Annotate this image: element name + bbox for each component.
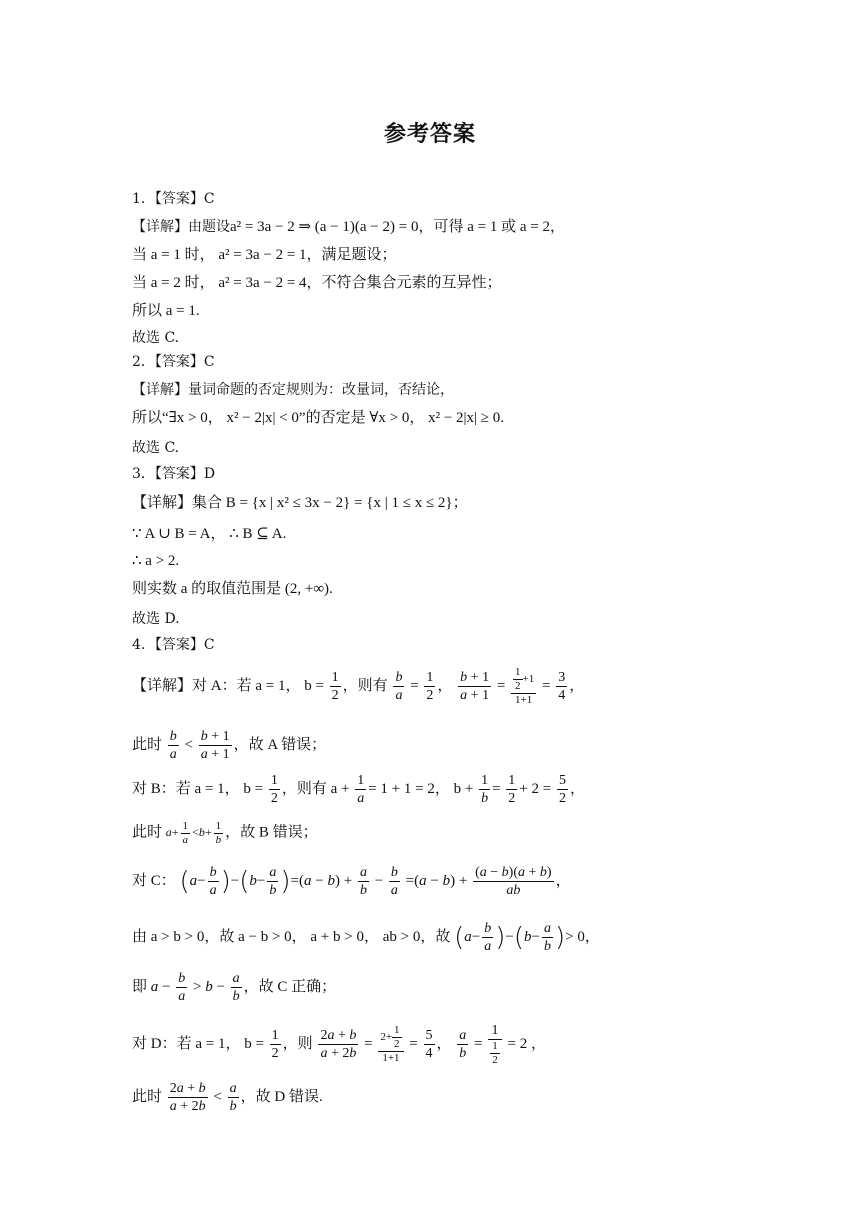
q3-answer: 3．【答案】D [132, 466, 216, 482]
q1-conclusion: 所以 a = 1. [132, 303, 200, 319]
q3-range: 则实数 a 的取值范围是 (2, +∞). [132, 581, 333, 597]
q1-case2: 当 a = 2 时， a² = 3a − 2 = 4，不符合集合元素的互异性； [132, 275, 502, 291]
q3-set: 【详解】集合 B = {x | x² ≤ 3x − 2} = {x | 1 ≤ x ≤ 2}； [132, 495, 468, 511]
q3-choice: 故选 D. [132, 611, 180, 627]
q4-option-a: 【详解】对 A：若 a = 1， b = $\frac{1}{2}$ ，则有 $\frac{b}{a}$ = $\frac{1}{2}$ ， $\frac{b + 1}{a + 1}$ = $\frac{1}{2}$ +1 1+1 = $\frac{3}{4}$ ， [132, 666, 585, 706]
q3-because: ∵ A ∪ B = A， ∴ B ⊆ A. [132, 526, 287, 542]
q4-option-c-conclusion: 即 a − $\frac{b}{a}$ > b − $\frac{a}{b}$ ，故 C 正确； [132, 971, 337, 1004]
q4-option-d-conclusion: 此时 $\frac{2a + b}{a + 2b}$ < $\frac{a}{b}$ ，故 D 错误. [132, 1081, 323, 1114]
q4-option-b: 对 B：若 a = 1， b = $\frac{1}{2}$ ，则有 a + $\frac{1}{a}$ = 1 + 1 = 2， b + $\frac{1}{b}$ = $\frac{1}{2}$ + 2 = $\frac{5}{2}$ ， [132, 773, 585, 806]
q4-option-c-given: 由 a > b > 0，故 a − b > 0， a + b > 0， ab > 0，故 (a− $\frac{b}{a}$ )−(b− $\frac{a}{b}$ )> 0， [132, 921, 600, 954]
q4-option-c: 对 C： (a− $\frac{b}{a}$ )−(b− $\frac{a}{b}$ )=(a − b) + $\frac{a}{b}$ − $\frac{b}{a}$ =(a − b) + $\frac{(a - b)(a + b)}{ab}$ ， [132, 865, 571, 898]
q2-choice: 故选 C. [132, 440, 180, 456]
q4-option-b-conclusion: 此时 a+ $\frac{1}{a}$ <b+ $\frac{1}{b}$ ，故 B 错误； [132, 820, 318, 846]
q2-rule: 【详解】量词命题的否定规则为：改量词，否结论， [132, 382, 454, 398]
q2-answer: 2．【答案】C [132, 354, 215, 370]
q1-detail: 【详解】由题设a² = 3a − 2 ⇒ (a − 1)(a − 2) = 0，可得 a = 1 或 a = 2， [132, 219, 565, 235]
q4-answer: 4．【答案】C [132, 637, 215, 653]
q3-therefore: ∴ a > 2. [132, 553, 180, 569]
q1-case1: 当 a = 1 时， a² = 3a − 2 = 1，满足题设； [132, 247, 397, 263]
q4-option-a-conclusion: 此时 $\frac{b}{a}$ < $\frac{b + 1}{a + 1}$ ，故 A 错误； [132, 729, 327, 762]
q1-answer: 1．【答案】C [132, 191, 215, 207]
q1-choice: 故选 C. [132, 330, 180, 346]
page-title: 参考答案 [383, 122, 476, 147]
q4-option-d: 对 D：若 a = 1， b = $\frac{1}{2}$ ，则 $\frac{2a + b}{a + 2b}$ = 2+ $\frac{1}{2}$ 1+1 = $\frac{5}{4}$ ， $\frac{a}{b}$ = $\frac{1}{\frac{1}{2}}$ = 2 ， [132, 1023, 546, 1066]
q2-conclusion: 所以“∃x > 0， x² − 2|x| < 0”的否定是 ∀x > 0， x² − 2|x| ≥ 0. [132, 410, 505, 426]
